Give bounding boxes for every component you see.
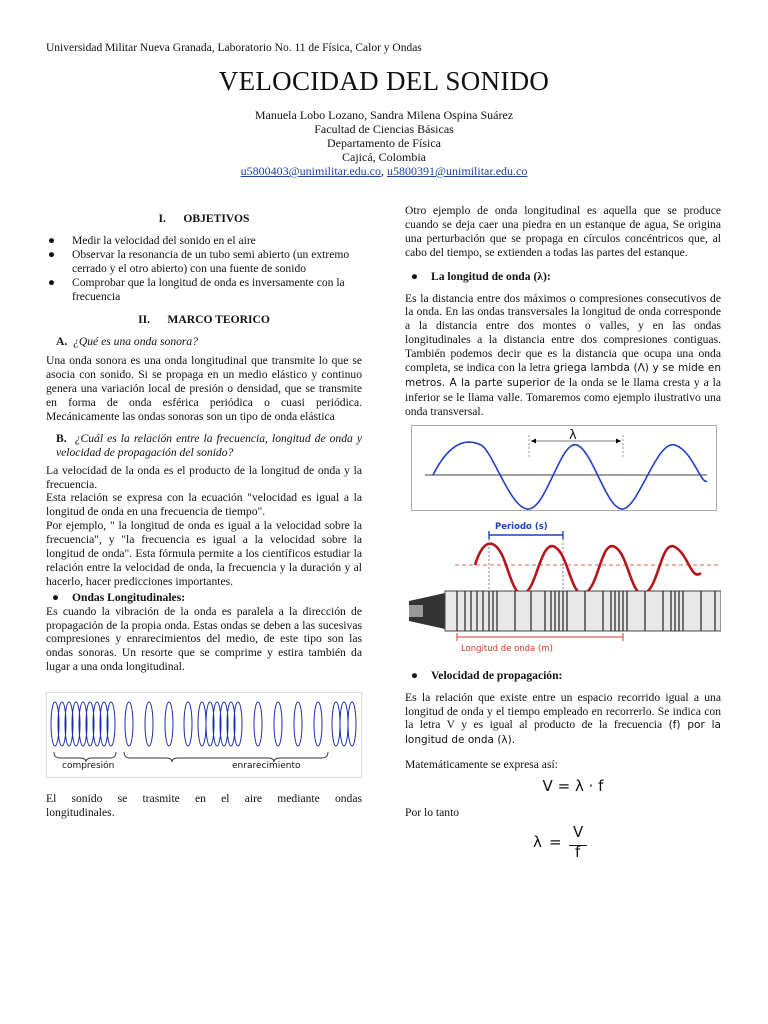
formula-lambda-eq: = bbox=[549, 832, 562, 851]
period-label: Periodo (s) bbox=[495, 521, 548, 532]
section-heading-marco: II. MARCO TEORICO bbox=[138, 313, 270, 327]
running-header: Universidad Militar Nueva Granada, Laboratorio No. 11 de Física, Calor y Ondas bbox=[46, 42, 422, 54]
list-item: ● Observar la resonancia de un tubo semi abierto (un extremo cerrado y el otro abierto) con una fuente de sonido bbox=[48, 247, 350, 275]
paragraph-aire: El sonido se trasmite en el aire mediante ondas longitudinales. bbox=[46, 792, 362, 820]
figure-transverse-wave bbox=[411, 425, 717, 511]
lambda-label: λ bbox=[569, 427, 577, 443]
subsection-a: A. ¿Qué es una onda sonora? bbox=[56, 335, 199, 349]
figure-spring bbox=[46, 692, 362, 778]
paragraph-matematicamente: Matemáticamente se expresa así: bbox=[405, 758, 558, 772]
paper-title: VELOCIDAD DEL SONIDO bbox=[218, 66, 550, 96]
paragraph-velocidad: Es la relación que existe entre un espacio recorrido igual a una longitud de onda y el tiempo empleado en recorrerlo. Se indica con la letra V y es igual al producto de la frecuencia (f) por la longitud de onda (λ). bbox=[405, 690, 721, 747]
formula-v: V = λ · f bbox=[542, 777, 604, 796]
list-item: ● Medir la velocidad del sonido en el aire bbox=[48, 233, 256, 247]
email-link-1[interactable]: u5800403@unimilitar.edu.co bbox=[240, 164, 381, 178]
location: Cajicá, Colombia bbox=[342, 150, 426, 164]
emails bbox=[0, 164, 768, 178]
email-separator: , bbox=[381, 164, 387, 178]
paragraph-lambda: Es la distancia entre dos máximos o compresiones consecutivos de la onda. En las ondas transversales la longitud de onda corresponde a la distancia entre dos montes o valles, y en las ondas longitudinales a la distancia entre dos compresiones contiguas. También podemos decir que es la distancia que ocupa una onda completa, se indica con la letra griega lambda (Λ) y se mide en metros. A la parte superior de la onda se le llama cresta y a la inferior se le llama valle. Tomaremos como ejemplo ilustrativo una onda transversal. bbox=[405, 291, 721, 418]
wave-svg bbox=[411, 425, 717, 511]
authors: Manuela Lobo Lozano, Sandra Milena Ospina Suárez bbox=[254, 108, 514, 122]
left-column bbox=[46, 212, 362, 820]
bullet-ondas-longitudinales: ● Ondas Longitudinales: bbox=[52, 590, 186, 604]
list-item: ● Comprobar que la longitud de onda es inversamente con la frecuencia bbox=[48, 275, 345, 303]
paragraph-por-tanto: Por lo tanto bbox=[405, 806, 460, 820]
subsection-b: B. ¿Cuál es la relación entre la frecuencia, longitud de onda y velocidad de propagación del sonido? bbox=[56, 431, 362, 459]
right-column bbox=[405, 204, 721, 866]
label-enrarecimiento: enrarecimiento bbox=[232, 761, 301, 772]
section-heading-objetivos: I. OBJETIVOS bbox=[158, 212, 250, 225]
paragraph-longitudinales: Es cuando la vibración de la onda es paralela a la dirección de propagación de la propia onda. Estas ondas se deben a las sucesivas compresiones y enrarecimientos del medio, de este tipo son las ondas sonoras. Un resorte que se comprime y estira también da lugar a una onda longitudinal. bbox=[46, 604, 362, 674]
bullet-velocidad: ● Velocidad de propagación: bbox=[411, 668, 563, 682]
paragraph-b1: La velocidad de la onda es el producto de la longitud de onda y la frecuencia. bbox=[46, 463, 362, 491]
objectives-list bbox=[46, 234, 362, 304]
department: Departamento de Física bbox=[327, 136, 441, 150]
label-compresion: compresión bbox=[62, 761, 115, 772]
tube-svg bbox=[405, 521, 721, 657]
paragraph-b3: Por ejemplo, " la longitud de onda es igual a la velocidad sobre la frecuencia", y "la frecuencia es igual a la velocidad sobre la longitud de onda". Esta fórmula permite a los científicos estudiar la relación entre la velocidad de onda, la frecuencia y la duración y al hacerlo, hacer predicciones importantes. bbox=[46, 519, 362, 588]
bullet-longitud-onda: ● La longitud de onda (λ): bbox=[411, 269, 551, 283]
formula-lambda bbox=[533, 822, 721, 866]
paragraph-onda-sonora: Una onda sonora es una onda longitudinal que transmite lo que se asocia con sonido. Si se propaga en un medio elástico y continuo genera una variación local de presión o densidad, que se transmite en forma de onda esférica periódica o cuasi periódica. Mecánicamente las ondas sonoras son un tipo de onda elástica bbox=[46, 354, 362, 423]
formula-lambda-lhs: λ bbox=[533, 832, 542, 851]
paragraph-b2: Esta relación se expresa con la ecuación "velocidad es igual a la longitud de onda en una frecuencia de tiempo". bbox=[46, 491, 362, 519]
formula-lambda-num: V bbox=[573, 822, 584, 841]
faculty: Facultad de Ciencias Básicas bbox=[314, 122, 454, 136]
paragraph-estanque: Otro ejemplo de onda longitudinal es aquella que se produce cuando se deja caer una piedra en un estanque de agua, Se origina una perturbación que se propaga en círculos concéntricos que, al cabo del tiempo, se extienden a todas las partes del estanque. bbox=[405, 204, 721, 259]
formula-lambda-den: f bbox=[575, 842, 581, 861]
figure-tube bbox=[405, 521, 721, 657]
wavelength-label: Longitud de onda (m) bbox=[461, 643, 553, 654]
email-link-2[interactable]: u5800391@unimilitar.edu.co bbox=[387, 164, 528, 178]
